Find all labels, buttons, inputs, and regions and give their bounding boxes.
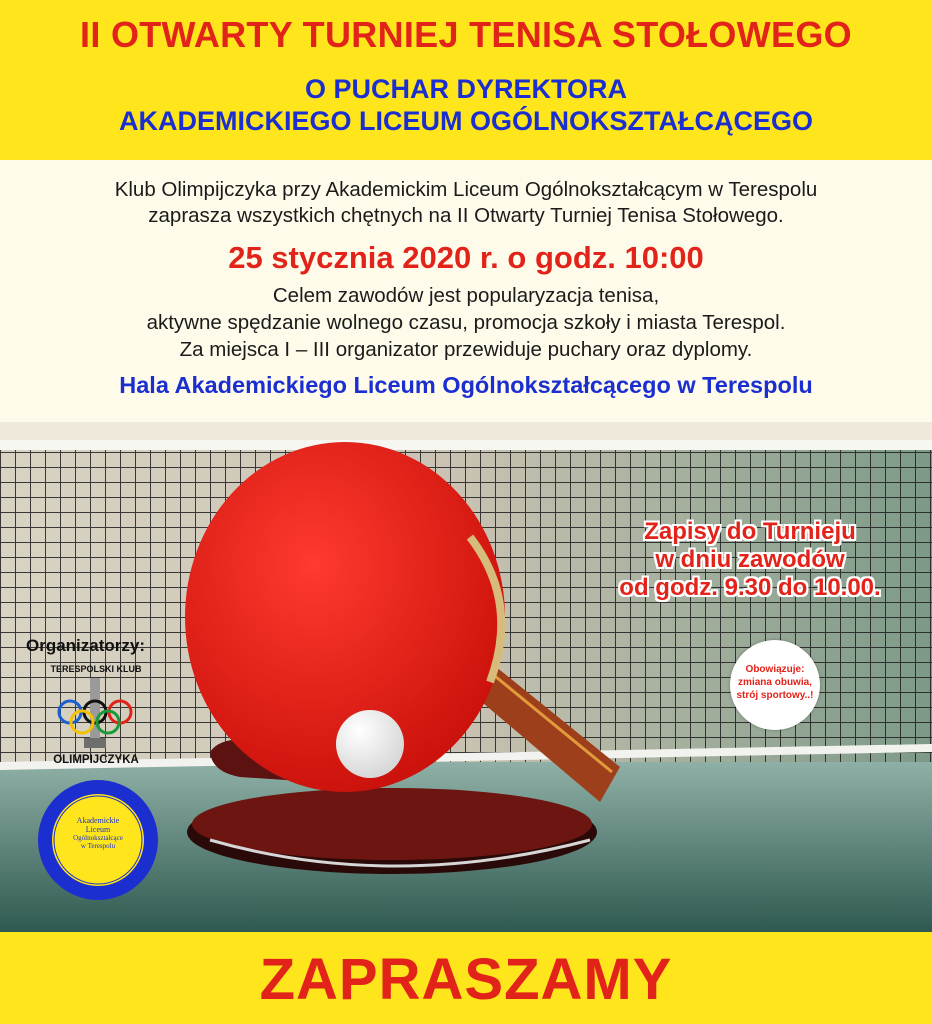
registration-info [580, 518, 920, 602]
registration-line-2: w dniu zawodów [655, 546, 845, 573]
info-line-4: aktywne spędzanie wolnego czasu, promocja szkoły i miasta Terespol. [146, 311, 786, 334]
info-line-3: Celem zawodów jest popularyzacja tenisa, [272, 284, 660, 307]
venue: Hala Akademickiego Liceum Ogólnokształcącego w Terespolu [119, 372, 813, 398]
requirements-line-1: Obowiązuje: [745, 664, 805, 675]
school-line-2: Liceum [85, 825, 111, 834]
olympic-rings-icon [44, 674, 148, 754]
footer-band [0, 932, 932, 1024]
school-seal-text [66, 816, 130, 850]
info-line-2: zaprasza wszystkich chętnych na II Otwarty Turniej Tenisa Stołowego. [148, 204, 784, 227]
school-logo [36, 778, 160, 902]
event-date: 25 stycznia 2020 r. o godz. 10:00 [228, 240, 704, 275]
school-line-3: Ogólnokształcące [73, 834, 123, 842]
info-line-1: Klub Olimpijczyka przy Akademickim Liceum Ogólnokształcącym w Terespolu [114, 178, 818, 201]
page-title: II OTWARTY TURNIEJ TENISA STOŁOWEGO [80, 14, 852, 55]
school-line-4: w Terespolu [80, 842, 116, 850]
requirements-line-2: zmiana obuwia, [738, 677, 812, 688]
club-name-top: TERESPOLSKI KLUB [50, 664, 142, 674]
requirements-badge [730, 640, 820, 730]
requirements-line-3: strój sportowy..! [736, 690, 814, 701]
registration-line-1: Zapisy do Turnieju [644, 518, 856, 545]
school-line-1: Akademickie [76, 816, 120, 825]
organizers-label: Organizatorzy: [26, 636, 146, 655]
info-line-5: Za miejsca I – III organizator przewiduje puchary oraz dyplomy. [179, 338, 753, 361]
registration-line-3: od godz. 9.30 do 10.00. [619, 574, 881, 601]
header-band [0, 0, 932, 160]
olympian-club-logo [44, 664, 148, 774]
subtitle-line-1: O PUCHAR DYREKTORA [304, 74, 628, 104]
info-section [0, 160, 932, 422]
subtitle-line-2: AKADEMICKIEGO LICEUM OGÓLNOKSZTAŁCĄCEGO [119, 106, 813, 136]
footer-invitation: ZAPRASZAMY [259, 947, 673, 1012]
club-name-bottom: OLIMPIJCZYKA [53, 754, 139, 766]
